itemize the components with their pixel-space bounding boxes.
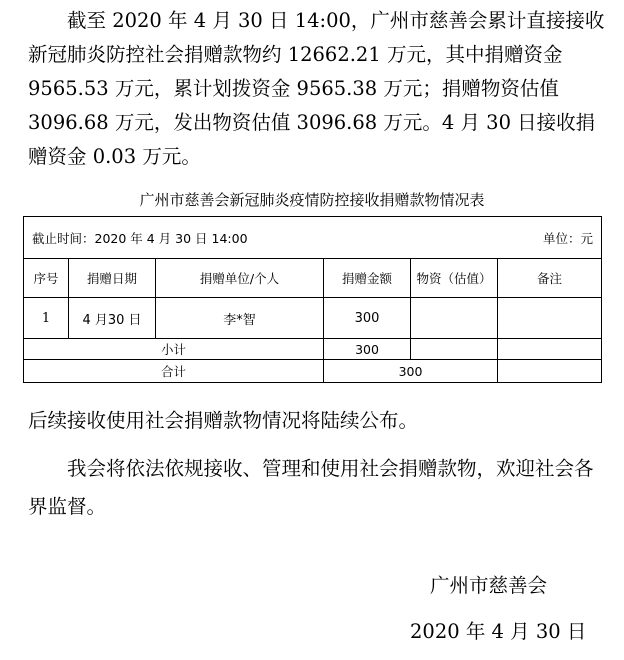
subtotal-row — [24, 339, 602, 360]
total-row — [24, 360, 602, 383]
total-amount: 300 — [324, 360, 498, 383]
column-header: 捐赠金额 — [324, 259, 411, 298]
total-label: 合计 — [24, 360, 324, 383]
cutoff-time: 截止时间：2020 年 4 月 30 日 14:00 — [32, 230, 248, 246]
column-header: 备注 — [498, 259, 602, 298]
table-title: 广州市慈善会新冠肺炎疫情防控接收捐赠款物情况表 — [139, 191, 485, 209]
column-header: 捐赠单位/个人 — [156, 259, 324, 298]
intro-paragraph: 截至 2020 年 4 月 30 日 14:00，广州市慈善会累计直接接收新冠肺炎防控社会捐赠款物约 12662.21 万元，其中捐赠资金 9565.53 万元，累计划拨资金 9565.38 万元；捐赠物资估值 3096.68 万元，发出物资估值 3096.68 万元。4 月 30 日接收捐赠资金 0.03 万元。 — [28, 9, 605, 168]
remark — [498, 298, 602, 339]
column-header: 序号 — [24, 259, 69, 298]
donation-amount: 300 — [324, 298, 411, 339]
row-index: 1 — [24, 298, 69, 339]
followup-paragraph: 后续接收使用社会捐赠款物情况将陆续公布。 — [28, 409, 419, 432]
column-header: 物资（估值） — [411, 259, 498, 298]
table-meta-row — [24, 217, 602, 259]
subtotal-label: 小计 — [24, 339, 324, 360]
donation-date: 4 月30 日 — [69, 298, 156, 339]
signature-date: 2020 年 4 月 30 日 — [410, 620, 587, 643]
unit-label: 单位：元 — [542, 230, 593, 246]
subtotal-amount: 300 — [324, 339, 411, 360]
signature-org: 广州市慈善会 — [430, 574, 548, 597]
column-header: 捐赠日期 — [69, 259, 156, 298]
goods-value — [411, 298, 498, 339]
donor-name: 李*智 — [156, 298, 324, 339]
donation-table — [23, 216, 602, 383]
table-header-row — [24, 259, 602, 298]
table-row — [24, 298, 602, 339]
supervision-paragraph: 我会将依法依规接收、管理和使用社会捐赠款物，欢迎社会各界监督。 — [28, 457, 594, 518]
